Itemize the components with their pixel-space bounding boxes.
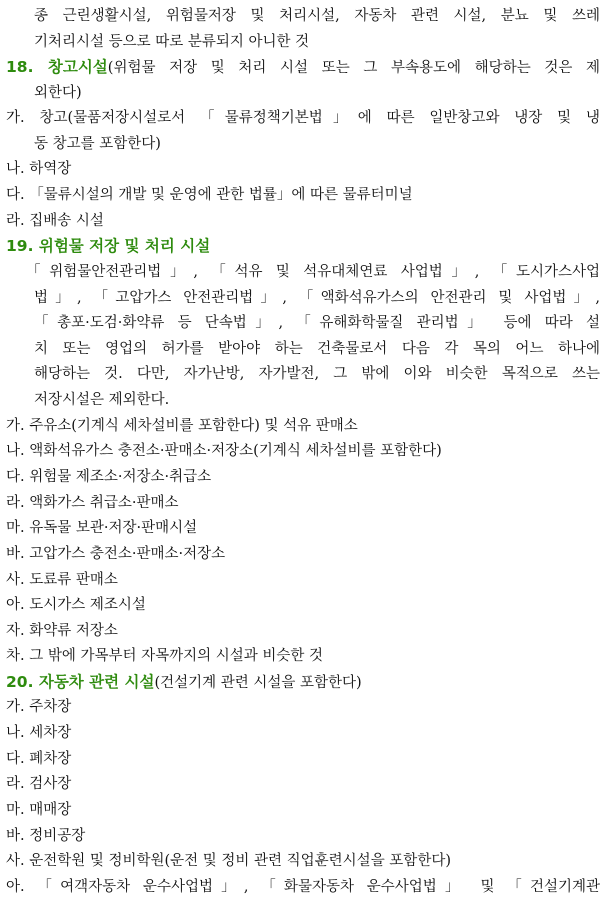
text-line: 아. 도시가스 제조시설	[6, 597, 146, 613]
text-line: 치 또는 영업의 허가를 받아야 하는 건축물로서 다음 각 목의 어느 하나에	[34, 341, 600, 357]
text-line: 「총포·도검·화약류 등 단속법」, 「유해화학물질 관리법」 등에 따라 설	[34, 315, 600, 331]
text-line: 기처리시설 등으로 따로 분류되지 아니한 것	[34, 34, 310, 50]
section-note: (위험물 저장 및 처리 시설 또는 그 부속용도에 해당하는 것은 제	[107, 60, 601, 76]
section-note: (건설기계 관련 시설을 포함한다)	[154, 675, 362, 691]
text-line: 가. 주차장	[6, 699, 72, 715]
text-line: 바. 정비공장	[6, 828, 86, 844]
text-line: 나. 하역장	[6, 161, 72, 177]
section-heading	[6, 236, 613, 257]
text-line: 나. 액화석유가스 충전소·판매소·저장소(기계식 세차설비를 포함한다)	[6, 443, 442, 459]
section-heading	[6, 57, 600, 78]
text-line: 법」, 「고압가스 안전관리법」, 「액화석유가스의 안전관리 및 사업법」,	[34, 290, 600, 306]
text-line: 가. 창고(물품저장시설로서 「물류정책기본법」에 따른 일반창고와 냉장 및 냉	[6, 110, 600, 126]
text-line: 라. 검사장	[6, 776, 72, 792]
text-line: 동 창고를 포함한다)	[34, 136, 161, 152]
text-line: 나. 세차장	[6, 725, 72, 741]
text-line: 다. 폐차장	[6, 751, 72, 767]
text-line: 다. 위험물 제조소·저장소·취급소	[6, 469, 212, 485]
text-line: 가. 주유소(기계식 세차설비를 포함한다) 및 석유 판매소	[6, 418, 358, 434]
text-line: 차. 그 밖에 가목부터 자목까지의 시설과 비슷한 것	[6, 648, 324, 664]
section-heading	[6, 672, 613, 693]
text-line: 바. 고압가스 충전소·판매소·저장소	[6, 546, 226, 562]
text-line: 외한다)	[34, 85, 82, 101]
text-line: 저장시설은 제외한다.	[34, 392, 170, 408]
text-line: 자. 화약류 저장소	[6, 623, 118, 639]
section-title: 20. 자동차 관련 시설	[6, 673, 155, 691]
text-line: 사. 운전학원 및 정비학원(운전 및 정비 관련 직업훈련시설을 포함한다)	[6, 853, 451, 869]
text-line: 사. 도료류 판매소	[6, 572, 118, 588]
text-line: 해당하는 것. 다만, 자가난방, 자가발전, 그 밖에 이와 비슷한 목적으로 쓰는	[34, 366, 600, 382]
text-line: 다. 「물류시설의 개발 및 운영에 관한 법률」에 따른 물류터미널	[6, 187, 413, 203]
text-line: 마. 유독물 보관·저장·판매시설	[6, 520, 198, 536]
text-line: 「위험물안전관리법」, 「석유 및 석유대체연료 사업법」, 「도시가스사업	[26, 264, 600, 280]
text-line: 라. 집배송 시설	[6, 213, 104, 229]
text-line: 아. 「여객자동차 운수사업법」, 「화물자동차 운수사업법」 및 「건설기계관	[6, 879, 600, 895]
text-line: 라. 액화가스 취급소·판매소	[6, 495, 179, 511]
text-line: 마. 매매장	[6, 802, 72, 818]
section-title: 18. 창고시설	[6, 58, 108, 76]
section-title: 19. 위험물 저장 및 처리 시설	[6, 237, 211, 255]
text-line: 종 근린생활시설, 위험물저장 및 처리시설, 자동차 관련 시설, 분뇨 및 쓰레	[34, 8, 600, 24]
